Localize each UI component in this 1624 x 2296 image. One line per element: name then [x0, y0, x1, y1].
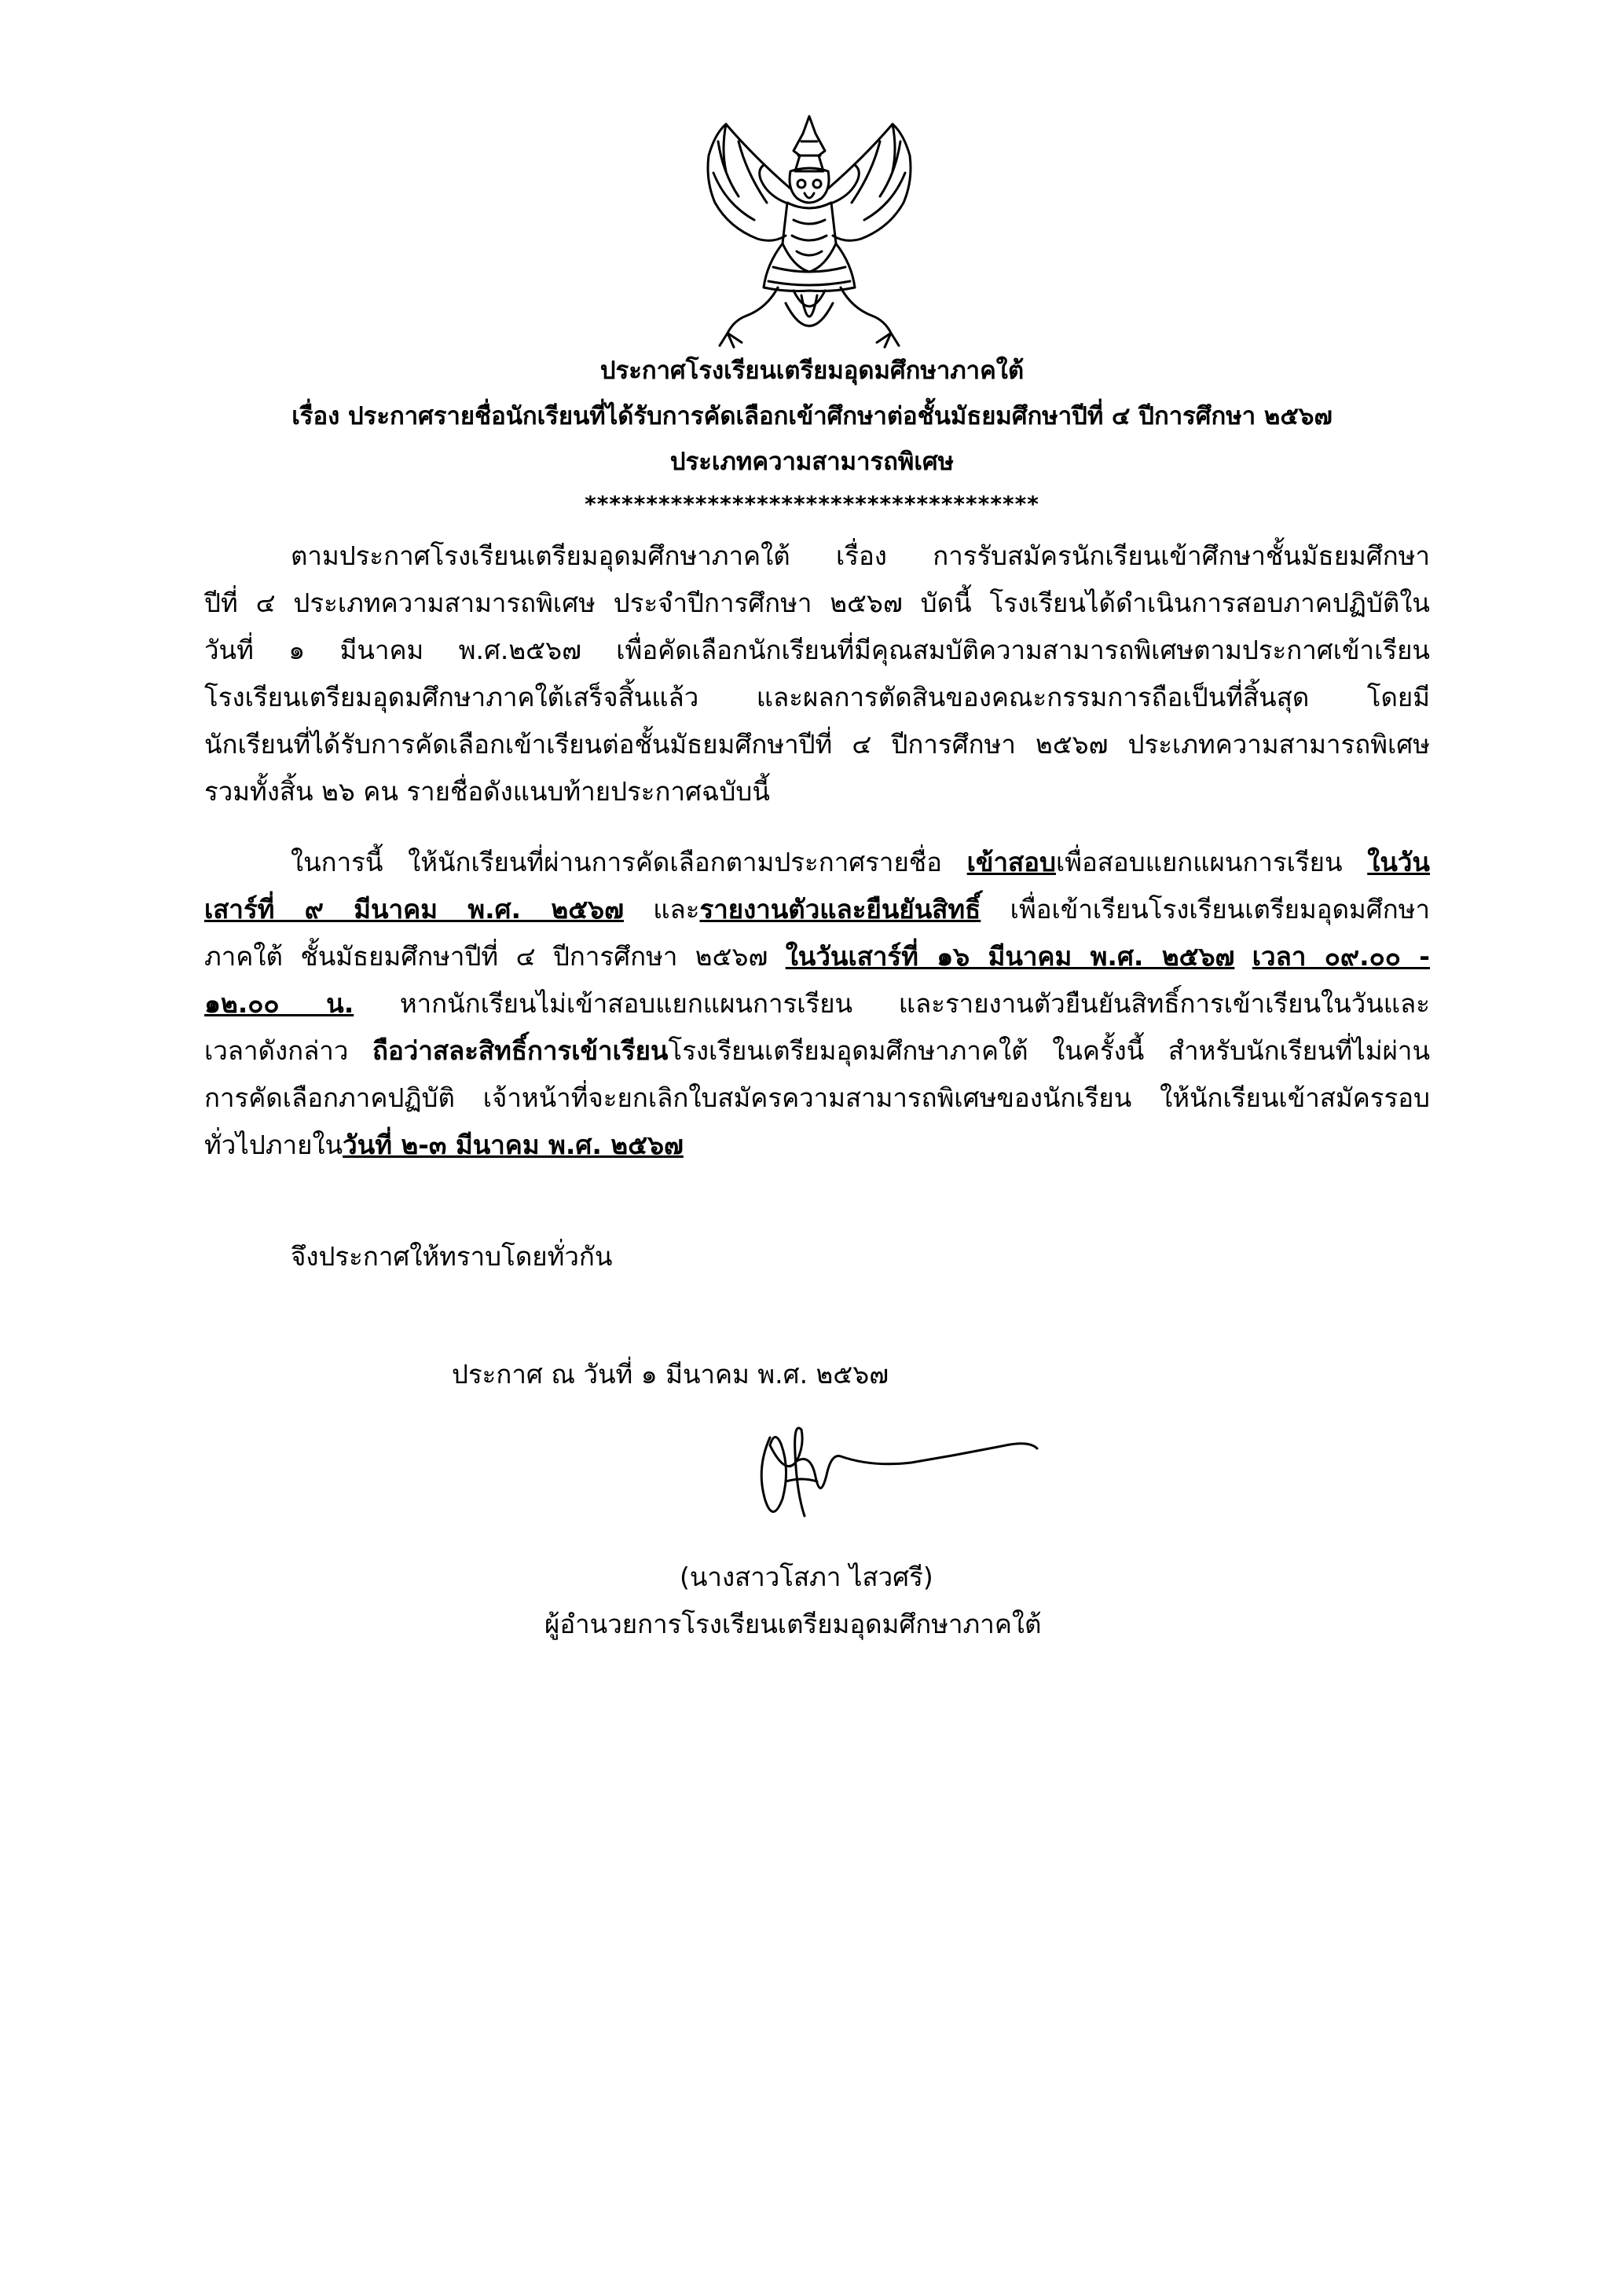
paragraph-line: รวมทั้งสิ้น ๒๖ คน รายชื่อดังแนบท้ายประกาศฉบับนี้ [204, 776, 770, 807]
report-time-emphasis: เวลา ๐๙.๐๐ - [1252, 941, 1430, 972]
text-run: ในการนี้ ให้นักเรียนที่ผ่านการคัดเลือกตามประกาศรายชื่อ [291, 847, 967, 877]
paragraph-line [204, 933, 1430, 980]
exam-date-emphasis: ในวัน [1367, 847, 1430, 877]
announcement-category: ประเภทความสามารถพิเศษ [669, 448, 955, 476]
paragraph-1 [204, 533, 1430, 815]
exam-emphasis: เข้าสอบ [966, 847, 1056, 877]
report-time-emphasis: ๑๒.๐๐ น. [204, 988, 354, 1019]
paragraph-line [204, 1027, 1430, 1075]
closing-text: จึงประกาศให้ทราบโดยทั่วกัน [291, 1241, 613, 1272]
text-run: ทั่วไปภายใน [204, 1130, 343, 1160]
separator-line: ************************************* [585, 491, 1039, 517]
signer-title: ผู้อำนวยการโรงเรียนเตรียมอุดมศึกษาภาคใต้ [544, 1609, 1042, 1639]
paragraph-line: นักเรียนที่ได้รับการคัดเลือกเข้าเรียนต่อชั้นมัธยมศึกษาปีที่ ๔ ปีการศึกษา ๒๕๖๗ ประเภทความสามารถพิเศษ [204, 729, 1430, 760]
signer-name: (นางสาวโสภา ไสวศรี) [680, 1562, 933, 1592]
report-date-emphasis: ในวันเสาร์ที่ ๑๖ มีนาคม พ.ศ. ๒๕๖๗ [785, 941, 1235, 972]
handwritten-signature [739, 1406, 1069, 1532]
text-run: เพื่อเข้าเรียนโรงเรียนเตรียมอุดมศึกษา [981, 894, 1430, 925]
paragraph-line [204, 980, 1430, 1027]
paragraph-line: ตามประกาศโรงเรียนเตรียมอุดมศึกษาภาคใต้ เรื่อง การรับสมัครนักเรียนเข้าศึกษาชั้นมัธยมศึกษา [291, 540, 1430, 571]
announcement-subject: เรื่อง ประกาศรายชื่อนักเรียนที่ได้รับการคัดเลือกเข้าศึกษาต่อชั้นมัธยมศึกษาปีที่ ๔ ปีการศึกษา ๒๕๖๗ [291, 402, 1333, 430]
garuda-emblem [691, 110, 927, 353]
text-run: เวลาดังกล่าว [204, 1035, 372, 1066]
announce-date: ประกาศ ณ วันที่ ๑ มีนาคม พ.ศ. ๒๕๖๗ [452, 1359, 889, 1390]
text-run: โรงเรียนเตรียมอุดมศึกษาภาคใต้ ในครั้งนี้ สำหรับนักเรียนที่ไม่ผ่าน [668, 1035, 1430, 1066]
paragraph-line: การคัดเลือกภาคปฏิบัติ เจ้าหน้าที่จะยกเลิกใบสมัครความสามารถพิเศษของนักเรียน ให้นักเรียนเข้าสมัครรอบ [204, 1082, 1430, 1113]
paragraph-line: โรงเรียนเตรียมอุดมศึกษาภาคใต้เสร็จสิ้นแล้ว และผลการตัดสินของคณะกรรมการถือเป็นที่สิ้นสุด โดยมี [204, 682, 1430, 712]
announcement-title: ประกาศโรงเรียนเตรียมอุดมศึกษาภาคใต้ [599, 357, 1025, 385]
forfeit-emphasis: ถือว่าสละสิทธิ์การเข้าเรียน [372, 1035, 669, 1066]
text-run: เพื่อสอบแยกแผนการเรียน [1055, 847, 1368, 877]
paragraph-line [204, 839, 1430, 886]
paragraph-line: วันที่ ๑ มีนาคม พ.ศ.๒๕๖๗ เพื่อคัดเลือกนักเรียนที่มีคุณสมบัติความสามารถพิเศษตามประกาศเข้าเรียน [204, 635, 1430, 665]
exam-date-emphasis: เสาร์ที่ ๙ มีนาคม พ.ศ. ๒๕๖๗ [204, 894, 624, 925]
paragraph-line [204, 886, 1430, 933]
paragraph-2 [204, 839, 1430, 1169]
text-run: หากนักเรียนไม่เข้าสอบแยกแผนการเรียน และรายงานตัวยืนยันสิทธิ์การเข้าเรียนในวันและ [354, 988, 1430, 1019]
report-emphasis: รายงานตัวและยืนยันสิทธิ์ [699, 894, 981, 925]
paragraph-line [204, 1122, 1430, 1169]
general-round-date-emphasis: วันที่ ๒-๓ มีนาคม พ.ศ. ๒๕๖๗ [343, 1130, 684, 1160]
paragraph-line: ปีที่ ๔ ประเภทความสามารถพิเศษ ประจำปีการศึกษา ๒๕๖๗ บัดนี้ โรงเรียนได้ดำเนินการสอบภาคปฏิบัติใน [204, 588, 1430, 618]
text-run [1234, 941, 1252, 972]
text-run: ภาคใต้ ชั้นมัธยมศึกษาปีที่ ๔ ปีการศึกษา ๒๕๖๗ [204, 941, 786, 972]
text-run: และ [623, 894, 700, 925]
